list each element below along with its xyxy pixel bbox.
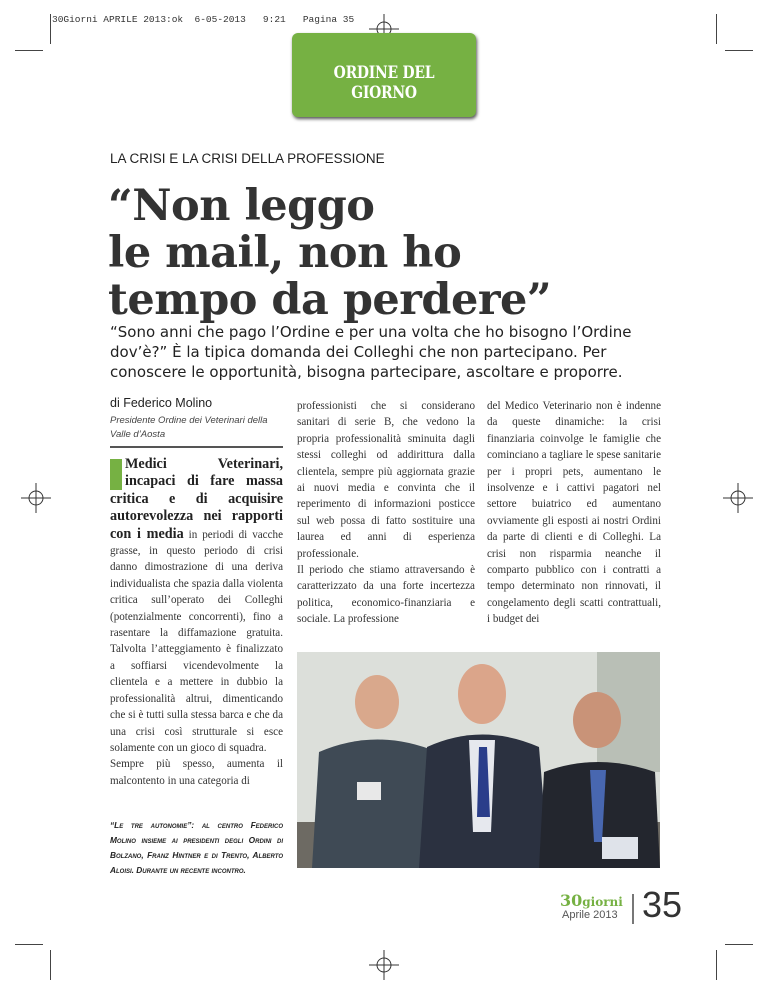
headline (108, 183, 551, 324)
crop-mark (716, 14, 717, 44)
lead-text: Medici Veterinari, incapaci di fare massa critica e di acquisire autorevolezza nei rapporti con i media (110, 456, 283, 542)
issue-date: Aprile 2013 (562, 909, 618, 921)
registration-mark-icon (369, 950, 399, 980)
crop-mark (725, 944, 753, 945)
column-2 (297, 398, 475, 628)
drop-cap (110, 459, 122, 490)
footer-divider (632, 894, 634, 924)
kicker: LA CRISI E LA CRISI DELLA PROFESSIONE (110, 151, 385, 166)
crop-mark (50, 950, 51, 980)
divider (110, 446, 283, 448)
article-photo (297, 652, 660, 868)
byline: di Federico Molino (110, 396, 213, 410)
headline-line: le mail, non ho (108, 228, 462, 278)
headline-line: tempo da perdere” (108, 275, 552, 325)
body-text: in periodi di vacche grasse, in questo periodo di crisi danno dimostrazione di una deriva individualista che spazia dalla violenta critica sull’operato dei Colleghi (potenzialmente concorrenti), fino a rasentare la diffamazione gratuita. Talvolta l’atteggiamento è finalizzato a soffiarsi vicendevolmente la clientela e a mettere in dubbio la professionalità altrui, dimenticando che si è tutti sulla stessa barca e che da una crisi così strutturale si esce solamente con un gioco di squadra. (110, 528, 283, 754)
print-slug: 30Giorni APRILE 2013:ok 6-05-2013 9:21 Pagina 35 (52, 14, 355, 25)
author-role: Presidente Ordine dei Veterinari della Valle d’Aosta (110, 415, 268, 440)
body-paragraph: professionisti che si considerano sanitari di serie B, che vedono la propria professionalità sminuita dagli stessi colleghi od addirittura dalla clientela, sempre più aggiornata grazie ai nuovi media e convinta che il reperimento di informazioni posticce sul web possa di fatto sostituire una laurea ed anni di esperienza professionale. (297, 400, 475, 560)
page-number: 35 (642, 884, 683, 925)
crop-mark (50, 14, 51, 44)
headline-line: “Non leggo (108, 181, 375, 231)
logo-number: 30 (560, 891, 583, 910)
section-tab (292, 33, 476, 117)
body-paragraph: Sempre più spesso, aumenta il malcontento in una categoria di (110, 758, 283, 787)
photo-three-men (297, 652, 660, 868)
lead-paragraph (110, 456, 283, 756)
crop-mark (15, 50, 43, 51)
photo-caption: “Le tre autonomie”: al centro Federico Molino insieme ai presidenti degli Ordini di Bolzano, Franz Hintner e di Trento, Alberto Aloisi. Durante un recente incontro. (110, 820, 283, 875)
crop-mark (15, 944, 43, 945)
column-1 (110, 456, 283, 789)
logo-word: giorni (582, 895, 623, 909)
registration-mark-icon (723, 483, 753, 513)
body-paragraph: Il periodo che stiamo attraversando è caratterizzato da una forte incertezza politica, economico-finanziaria e sociale. La professione (297, 564, 475, 626)
registration-mark-icon (21, 483, 51, 513)
crop-mark (725, 50, 753, 51)
deck: “Sono anni che pago l’Ordine e per una volta che ho bisogno l’Ordine dov’è?” È la tipica domanda dei Colleghi che non partecipano. Per conoscere le opportunità, bisogna partecipare, ascoltare e proporre. (110, 323, 632, 381)
body-paragraph: del Medico Veterinario non è indenne da queste dinamiche: la crisi finanziaria coinvolge le famiglie che cominciano a tagliare le spese sanitarie per i propri pets, aumentano le insolvenze e i cattivi pagatori nel settore buiatrico ed aumentano ovviamente gli esposti ai nostri Ordini da parte di clienti e di Colleghi. La crisi non risparmia neanche il comparto pubblico con i contratti a tempo determinato non rinnovati, il congelamento degli scatti contrattuali, i budget dei (487, 400, 661, 626)
crop-mark (716, 950, 717, 980)
magazine-logo (560, 891, 623, 910)
column-3 (487, 398, 661, 628)
section-tab-label: ORDINE DEL GIORNO (333, 63, 435, 103)
